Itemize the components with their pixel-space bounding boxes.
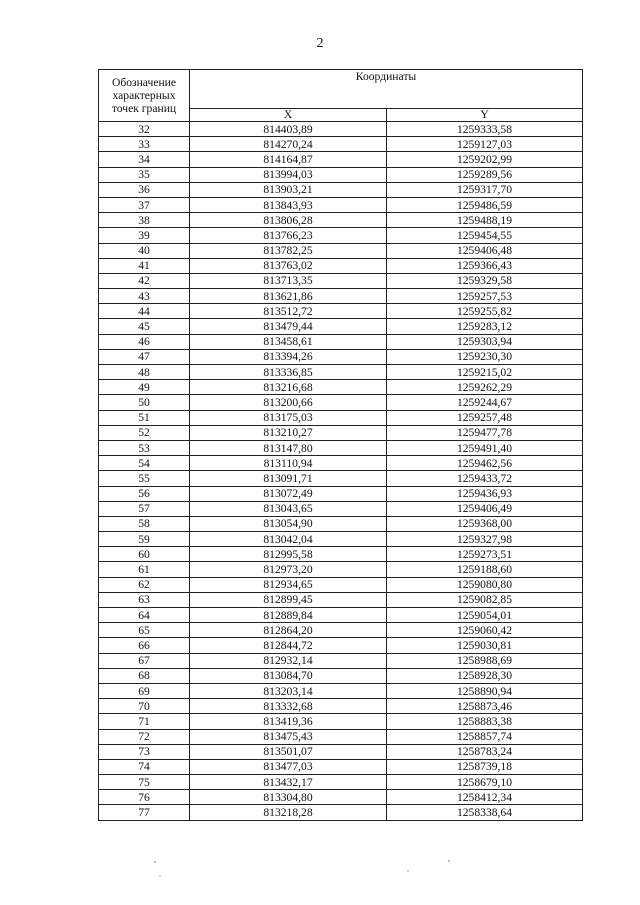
y-coordinate-cell: 1259283,12 — [387, 319, 583, 334]
point-number-cell: 41 — [99, 258, 190, 273]
y-coordinate-cell: 1258739,18 — [387, 759, 583, 774]
point-number-cell: 33 — [99, 137, 190, 152]
y-coordinate-cell: 1259454,55 — [387, 228, 583, 243]
x-coordinate-cell: 813766,23 — [190, 228, 387, 243]
x-coordinate-cell: 814164,87 — [190, 152, 387, 167]
scan-speck — [448, 860, 449, 861]
x-coordinate-cell: 813477,03 — [190, 759, 387, 774]
x-coordinate-cell: 813203,14 — [190, 683, 387, 698]
point-number-cell: 76 — [99, 790, 190, 805]
point-number-cell: 53 — [99, 440, 190, 455]
table-row — [99, 258, 583, 273]
point-number-cell: 72 — [99, 729, 190, 744]
point-number-cell: 77 — [99, 805, 190, 820]
point-number-cell: 63 — [99, 592, 190, 607]
table-row — [99, 456, 583, 471]
y-coordinate-cell: 1259327,98 — [387, 532, 583, 547]
x-coordinate-cell: 813216,68 — [190, 380, 387, 395]
table-row — [99, 319, 583, 334]
x-coordinate-cell: 812973,20 — [190, 562, 387, 577]
x-coordinate-cell: 812889,84 — [190, 608, 387, 623]
point-number-cell: 38 — [99, 213, 190, 228]
table-row — [99, 213, 583, 228]
x-coordinate-cell: 812932,14 — [190, 653, 387, 668]
y-coordinate-cell: 1259054,01 — [387, 608, 583, 623]
point-number-cell: 37 — [99, 197, 190, 212]
x-coordinate-cell: 812934,65 — [190, 577, 387, 592]
y-coordinate-cell: 1259333,58 — [387, 122, 583, 137]
header-label-line: точек границ — [111, 102, 177, 115]
point-number-cell: 54 — [99, 456, 190, 471]
y-coordinate-cell: 1259329,58 — [387, 273, 583, 288]
y-coordinate-cell: 1259215,02 — [387, 365, 583, 380]
x-coordinate-cell: 812995,58 — [190, 547, 387, 562]
point-number-cell: 42 — [99, 273, 190, 288]
scan-speck — [407, 870, 408, 871]
x-coordinate-cell: 813432,17 — [190, 775, 387, 790]
point-number-cell: 66 — [99, 638, 190, 653]
x-coordinate-cell: 813782,25 — [190, 243, 387, 258]
boundary-points-table — [98, 69, 583, 821]
y-coordinate-cell: 1258679,10 — [387, 775, 583, 790]
table-row — [99, 289, 583, 304]
table-row — [99, 228, 583, 243]
y-coordinate-cell: 1259486,59 — [387, 197, 583, 212]
table-row — [99, 775, 583, 790]
table-row — [99, 592, 583, 607]
y-coordinate-cell: 1259255,82 — [387, 304, 583, 319]
point-number-cell: 71 — [99, 714, 190, 729]
x-coordinate-cell: 813843,93 — [190, 197, 387, 212]
table-row — [99, 197, 583, 212]
table-row — [99, 759, 583, 774]
point-number-cell: 40 — [99, 243, 190, 258]
y-coordinate-cell: 1259060,42 — [387, 623, 583, 638]
x-coordinate-cell: 813332,68 — [190, 699, 387, 714]
x-coordinate-cell: 813304,80 — [190, 790, 387, 805]
point-number-cell: 61 — [99, 562, 190, 577]
point-number-cell: 34 — [99, 152, 190, 167]
x-coordinate-cell: 813394,26 — [190, 349, 387, 364]
y-coordinate-cell: 1258857,74 — [387, 729, 583, 744]
x-coordinate-cell: 813763,02 — [190, 258, 387, 273]
table-row — [99, 425, 583, 440]
x-coordinate-cell: 813042,04 — [190, 532, 387, 547]
x-coordinate-cell: 813175,03 — [190, 410, 387, 425]
x-coordinate-cell: 812899,45 — [190, 592, 387, 607]
page-number: 2 — [316, 36, 324, 51]
header-label-line: Обозначение — [111, 76, 177, 89]
point-number-cell: 32 — [99, 122, 190, 137]
table-body — [99, 122, 583, 821]
point-number-cell: 65 — [99, 623, 190, 638]
y-coordinate-cell: 1258928,30 — [387, 668, 583, 683]
y-coordinate-cell: 1259406,49 — [387, 501, 583, 516]
table-row — [99, 547, 583, 562]
table-row — [99, 182, 583, 197]
scan-speck — [159, 875, 160, 876]
table-row — [99, 349, 583, 364]
x-coordinate-cell: 813419,36 — [190, 714, 387, 729]
point-number-cell: 59 — [99, 532, 190, 547]
table-row — [99, 334, 583, 349]
y-coordinate-cell: 1259030,81 — [387, 638, 583, 653]
point-number-cell: 58 — [99, 516, 190, 531]
table-row — [99, 486, 583, 501]
table-row — [99, 668, 583, 683]
x-coordinate-cell: 813110,94 — [190, 456, 387, 471]
point-number-cell: 48 — [99, 365, 190, 380]
table-row — [99, 744, 583, 759]
point-number-cell: 51 — [99, 410, 190, 425]
x-coordinate-cell: 813200,66 — [190, 395, 387, 410]
table-row — [99, 243, 583, 258]
x-coordinate-cell: 813512,72 — [190, 304, 387, 319]
y-coordinate-cell: 1259303,94 — [387, 334, 583, 349]
x-coordinate-cell: 813621,86 — [190, 289, 387, 304]
x-coordinate-cell: 814403,89 — [190, 122, 387, 137]
table-row — [99, 714, 583, 729]
x-coordinate-cell: 813084,70 — [190, 668, 387, 683]
table-row — [99, 729, 583, 744]
point-number-cell: 69 — [99, 683, 190, 698]
point-number-cell: 49 — [99, 380, 190, 395]
x-coordinate-cell: 813072,49 — [190, 486, 387, 501]
y-coordinate-cell: 1258783,24 — [387, 744, 583, 759]
table-row — [99, 395, 583, 410]
table-row — [99, 152, 583, 167]
y-coordinate-cell: 1259366,43 — [387, 258, 583, 273]
point-number-cell: 47 — [99, 349, 190, 364]
point-number-cell: 68 — [99, 668, 190, 683]
y-coordinate-cell: 1259477,78 — [387, 425, 583, 440]
table-row — [99, 532, 583, 547]
table-row — [99, 653, 583, 668]
y-coordinate-cell: 1258883,38 — [387, 714, 583, 729]
y-coordinate-cell: 1259082,85 — [387, 592, 583, 607]
header-x: X — [190, 108, 387, 121]
table-row — [99, 683, 583, 698]
table-row — [99, 501, 583, 516]
y-coordinate-cell: 1259188,60 — [387, 562, 583, 577]
table-row — [99, 273, 583, 288]
point-number-cell: 55 — [99, 471, 190, 486]
table-row — [99, 365, 583, 380]
y-coordinate-cell: 1259257,48 — [387, 410, 583, 425]
point-number-cell: 62 — [99, 577, 190, 592]
y-coordinate-cell: 1258890,94 — [387, 683, 583, 698]
table-row — [99, 805, 583, 820]
x-coordinate-cell: 813903,21 — [190, 182, 387, 197]
y-coordinate-cell: 1259257,53 — [387, 289, 583, 304]
point-number-cell: 46 — [99, 334, 190, 349]
point-number-cell: 56 — [99, 486, 190, 501]
y-coordinate-cell: 1258988,69 — [387, 653, 583, 668]
table-row — [99, 410, 583, 425]
x-coordinate-cell: 813210,27 — [190, 425, 387, 440]
point-number-cell: 43 — [99, 289, 190, 304]
y-coordinate-cell: 1259491,40 — [387, 440, 583, 455]
point-number-cell: 60 — [99, 547, 190, 562]
point-number-cell: 64 — [99, 608, 190, 623]
y-coordinate-cell: 1259488,19 — [387, 213, 583, 228]
y-coordinate-cell: 1259273,51 — [387, 547, 583, 562]
y-coordinate-cell: 1258338,64 — [387, 805, 583, 820]
header-point-designation — [99, 70, 190, 122]
y-coordinate-cell: 1258873,46 — [387, 699, 583, 714]
point-number-cell: 52 — [99, 425, 190, 440]
y-coordinate-cell: 1259368,00 — [387, 516, 583, 531]
x-coordinate-cell: 814270,24 — [190, 137, 387, 152]
y-coordinate-cell: 1259436,93 — [387, 486, 583, 501]
header-coordinates: Координаты — [190, 70, 583, 109]
table-row — [99, 562, 583, 577]
x-coordinate-cell: 813218,28 — [190, 805, 387, 820]
header-y: Y — [387, 108, 583, 121]
table-row — [99, 471, 583, 486]
table-row — [99, 304, 583, 319]
y-coordinate-cell: 1259127,03 — [387, 137, 583, 152]
table-row — [99, 516, 583, 531]
point-number-cell: 67 — [99, 653, 190, 668]
table-row — [99, 380, 583, 395]
point-number-cell: 44 — [99, 304, 190, 319]
point-number-cell: 57 — [99, 501, 190, 516]
x-coordinate-cell: 813054,90 — [190, 516, 387, 531]
point-number-cell: 35 — [99, 167, 190, 182]
table-row — [99, 699, 583, 714]
x-coordinate-cell: 813479,44 — [190, 319, 387, 334]
y-coordinate-cell: 1258412,34 — [387, 790, 583, 805]
y-coordinate-cell: 1259289,56 — [387, 167, 583, 182]
x-coordinate-cell: 813043,65 — [190, 501, 387, 516]
x-coordinate-cell: 812844,72 — [190, 638, 387, 653]
table-row — [99, 137, 583, 152]
table-row — [99, 638, 583, 653]
x-coordinate-cell: 813713,35 — [190, 273, 387, 288]
x-coordinate-cell: 813091,71 — [190, 471, 387, 486]
y-coordinate-cell: 1259406,48 — [387, 243, 583, 258]
y-coordinate-cell: 1259230,30 — [387, 349, 583, 364]
point-number-cell: 73 — [99, 744, 190, 759]
x-coordinate-cell: 813336,85 — [190, 365, 387, 380]
point-number-cell: 45 — [99, 319, 190, 334]
table-row — [99, 122, 583, 137]
x-coordinate-cell: 813475,43 — [190, 729, 387, 744]
y-coordinate-cell: 1259317,70 — [387, 182, 583, 197]
x-coordinate-cell: 813458,61 — [190, 334, 387, 349]
x-coordinate-cell: 813147,80 — [190, 440, 387, 455]
y-coordinate-cell: 1259262,29 — [387, 380, 583, 395]
scan-speck — [154, 861, 156, 863]
table-row — [99, 608, 583, 623]
y-coordinate-cell: 1259244,67 — [387, 395, 583, 410]
y-coordinate-cell: 1259080,80 — [387, 577, 583, 592]
table-row — [99, 440, 583, 455]
table-row — [99, 790, 583, 805]
x-coordinate-cell: 812864,20 — [190, 623, 387, 638]
point-number-cell: 75 — [99, 775, 190, 790]
y-coordinate-cell: 1259433,72 — [387, 471, 583, 486]
table-row — [99, 623, 583, 638]
point-number-cell: 36 — [99, 182, 190, 197]
point-number-cell: 74 — [99, 759, 190, 774]
y-coordinate-cell: 1259462,56 — [387, 456, 583, 471]
x-coordinate-cell: 813994,03 — [190, 167, 387, 182]
header-label-line: характерных — [112, 89, 176, 102]
x-coordinate-cell: 813806,28 — [190, 213, 387, 228]
point-number-cell: 50 — [99, 395, 190, 410]
x-coordinate-cell: 813501,07 — [190, 744, 387, 759]
table-row — [99, 577, 583, 592]
point-number-cell: 70 — [99, 699, 190, 714]
table-row — [99, 167, 583, 182]
y-coordinate-cell: 1259202,99 — [387, 152, 583, 167]
point-number-cell: 39 — [99, 228, 190, 243]
